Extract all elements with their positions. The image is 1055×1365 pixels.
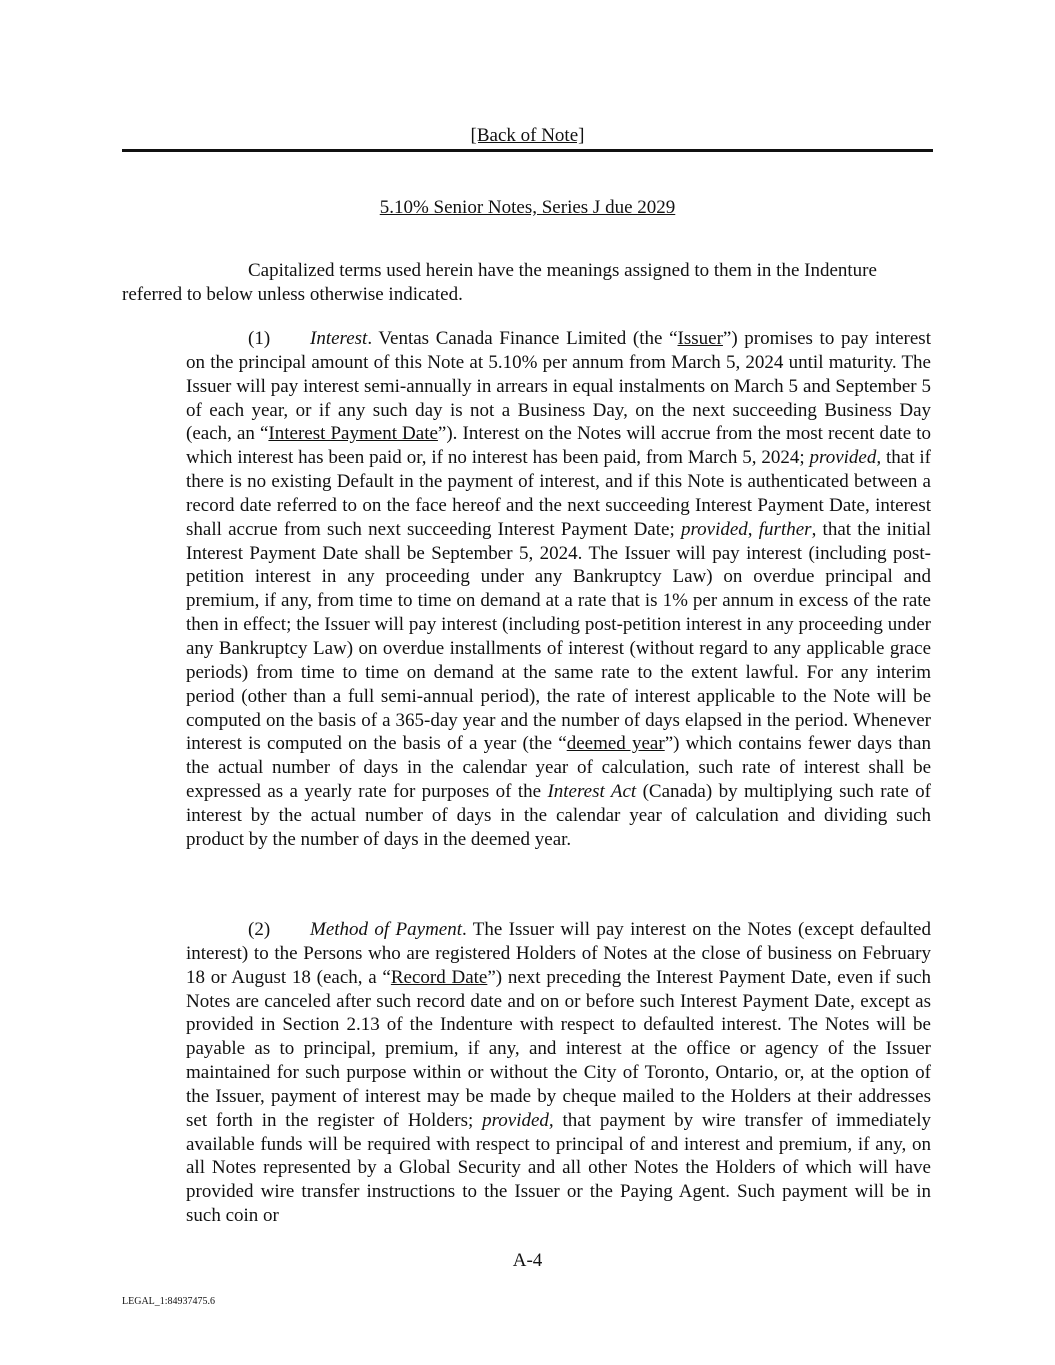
- section-heading: Interest: [310, 328, 368, 349]
- defined-term-deemed-year: deemed year: [566, 733, 665, 755]
- interest-act-reference: Interest Act: [547, 781, 637, 803]
- defined-term-interest-payment-date: Interest Payment Date: [268, 423, 438, 445]
- defined-term-record-date: Record Date: [390, 966, 488, 988]
- page-number: A-4: [512, 1250, 543, 1271]
- defined-term-issuer: Issuer: [677, 328, 723, 349]
- document-id: LEGAL_1:84937475.6: [122, 1296, 216, 1307]
- back-of-note-header: [Back of Note]: [470, 125, 585, 146]
- section-interest: (1) Interest. Ventas Canada Finance Limited (the “Issuer”) promises to pay interest on the principal amount of this Note at 5.10% per annum from March 5, 2024 until maturity. The Issuer will pay interest semi-annually in arrears in equal instalments on March 5 and September 5 of each year, or if any such day is not a Business Day, on the next succeeding Business Day (each, an “Interest Payment Date”). Interest on the Notes will accrue from the most recent date to which interest has been paid or, if no interest has been paid, from March 5, 2024; provided, that if there is no existing Default in the payment of interest, and if this Note is authenticated between a record date referred to on the face hereof and the next succeeding Interest Payment Date, interest shall accrue from such next succeeding Interest Payment Date; provided, further, that the initial Interest Payment Date shall be September 5, 2024. The Issuer will pay interest (including post-petition interest in any proceeding under any Bankruptcy Law) on overdue principal and premium, if any, from time to time on demand at a rate that is 1% per annum in excess of the rate then in effect; the Issuer will pay interest (including post-petition interest in any proceeding under any Bankruptcy Law) on overdue installments of interest (without regard to any applicable grace periods) from time to time on demand at the same rate to the extent lawful. For any interim period (other than a full semi-annual period), the rate of interest applicable to the Note will be computed on the basis of a 365-day year and the number of days elapsed in the period. Whenever interest is computed on the basis of a year (the “deemed year”) which contains fewer days than the actual number of days in the calendar year of calculation, such rate of interest shall be expressed as a yearly rate for purposes of the Interest Act (Canada) by multiplying such rate of interest by the actual number of days in the calendar year of calculation and dividing such product by the number of days in the deemed year.: [186, 328, 932, 850]
- document-title: 5.10% Senior Notes, Series J due 2029: [379, 197, 676, 218]
- section-number: (1): [248, 328, 271, 349]
- section-method-of-payment: (2) Method of Payment. The Issuer will pay interest on the Notes (except defaulted interest) to the Persons who are registered Holders of Notes at the close of business on February 18 or August 18 (each, a “Record Date”) next preceding the Interest Payment Date, even if such Notes are canceled after such record date and on or before such Interest Payment Date, except as provided in Section 2.13 of the Indenture with respect to defaulted interest. The Notes will be payable as to principal, premium, if any, and interest at the office or agency of the Issuer maintained for such purpose within or without the City of Toronto, Ontario, or, at the option of the Issuer, payment of interest may be made by cheque mailed to the Holders at their addresses set forth in the register of Holders; provided, that payment by wire transfer of immediately available funds will be required with respect to principal of and interest and premium, if any, on all Notes represented by a Global Security and all other Notes the Holders of which will have provided wire transfer instructions to the Issuer or the Paying Agent. Such payment will be in such coin or: [186, 919, 932, 1227]
- section-number: (2): [248, 919, 271, 940]
- section-heading: Method of Payment: [310, 919, 463, 940]
- header-rule: [122, 149, 933, 152]
- intro-paragraph: Capitalized terms used herein have the meanings assigned to them in the Indenture referred to below unless otherwise indicated.: [122, 260, 877, 305]
